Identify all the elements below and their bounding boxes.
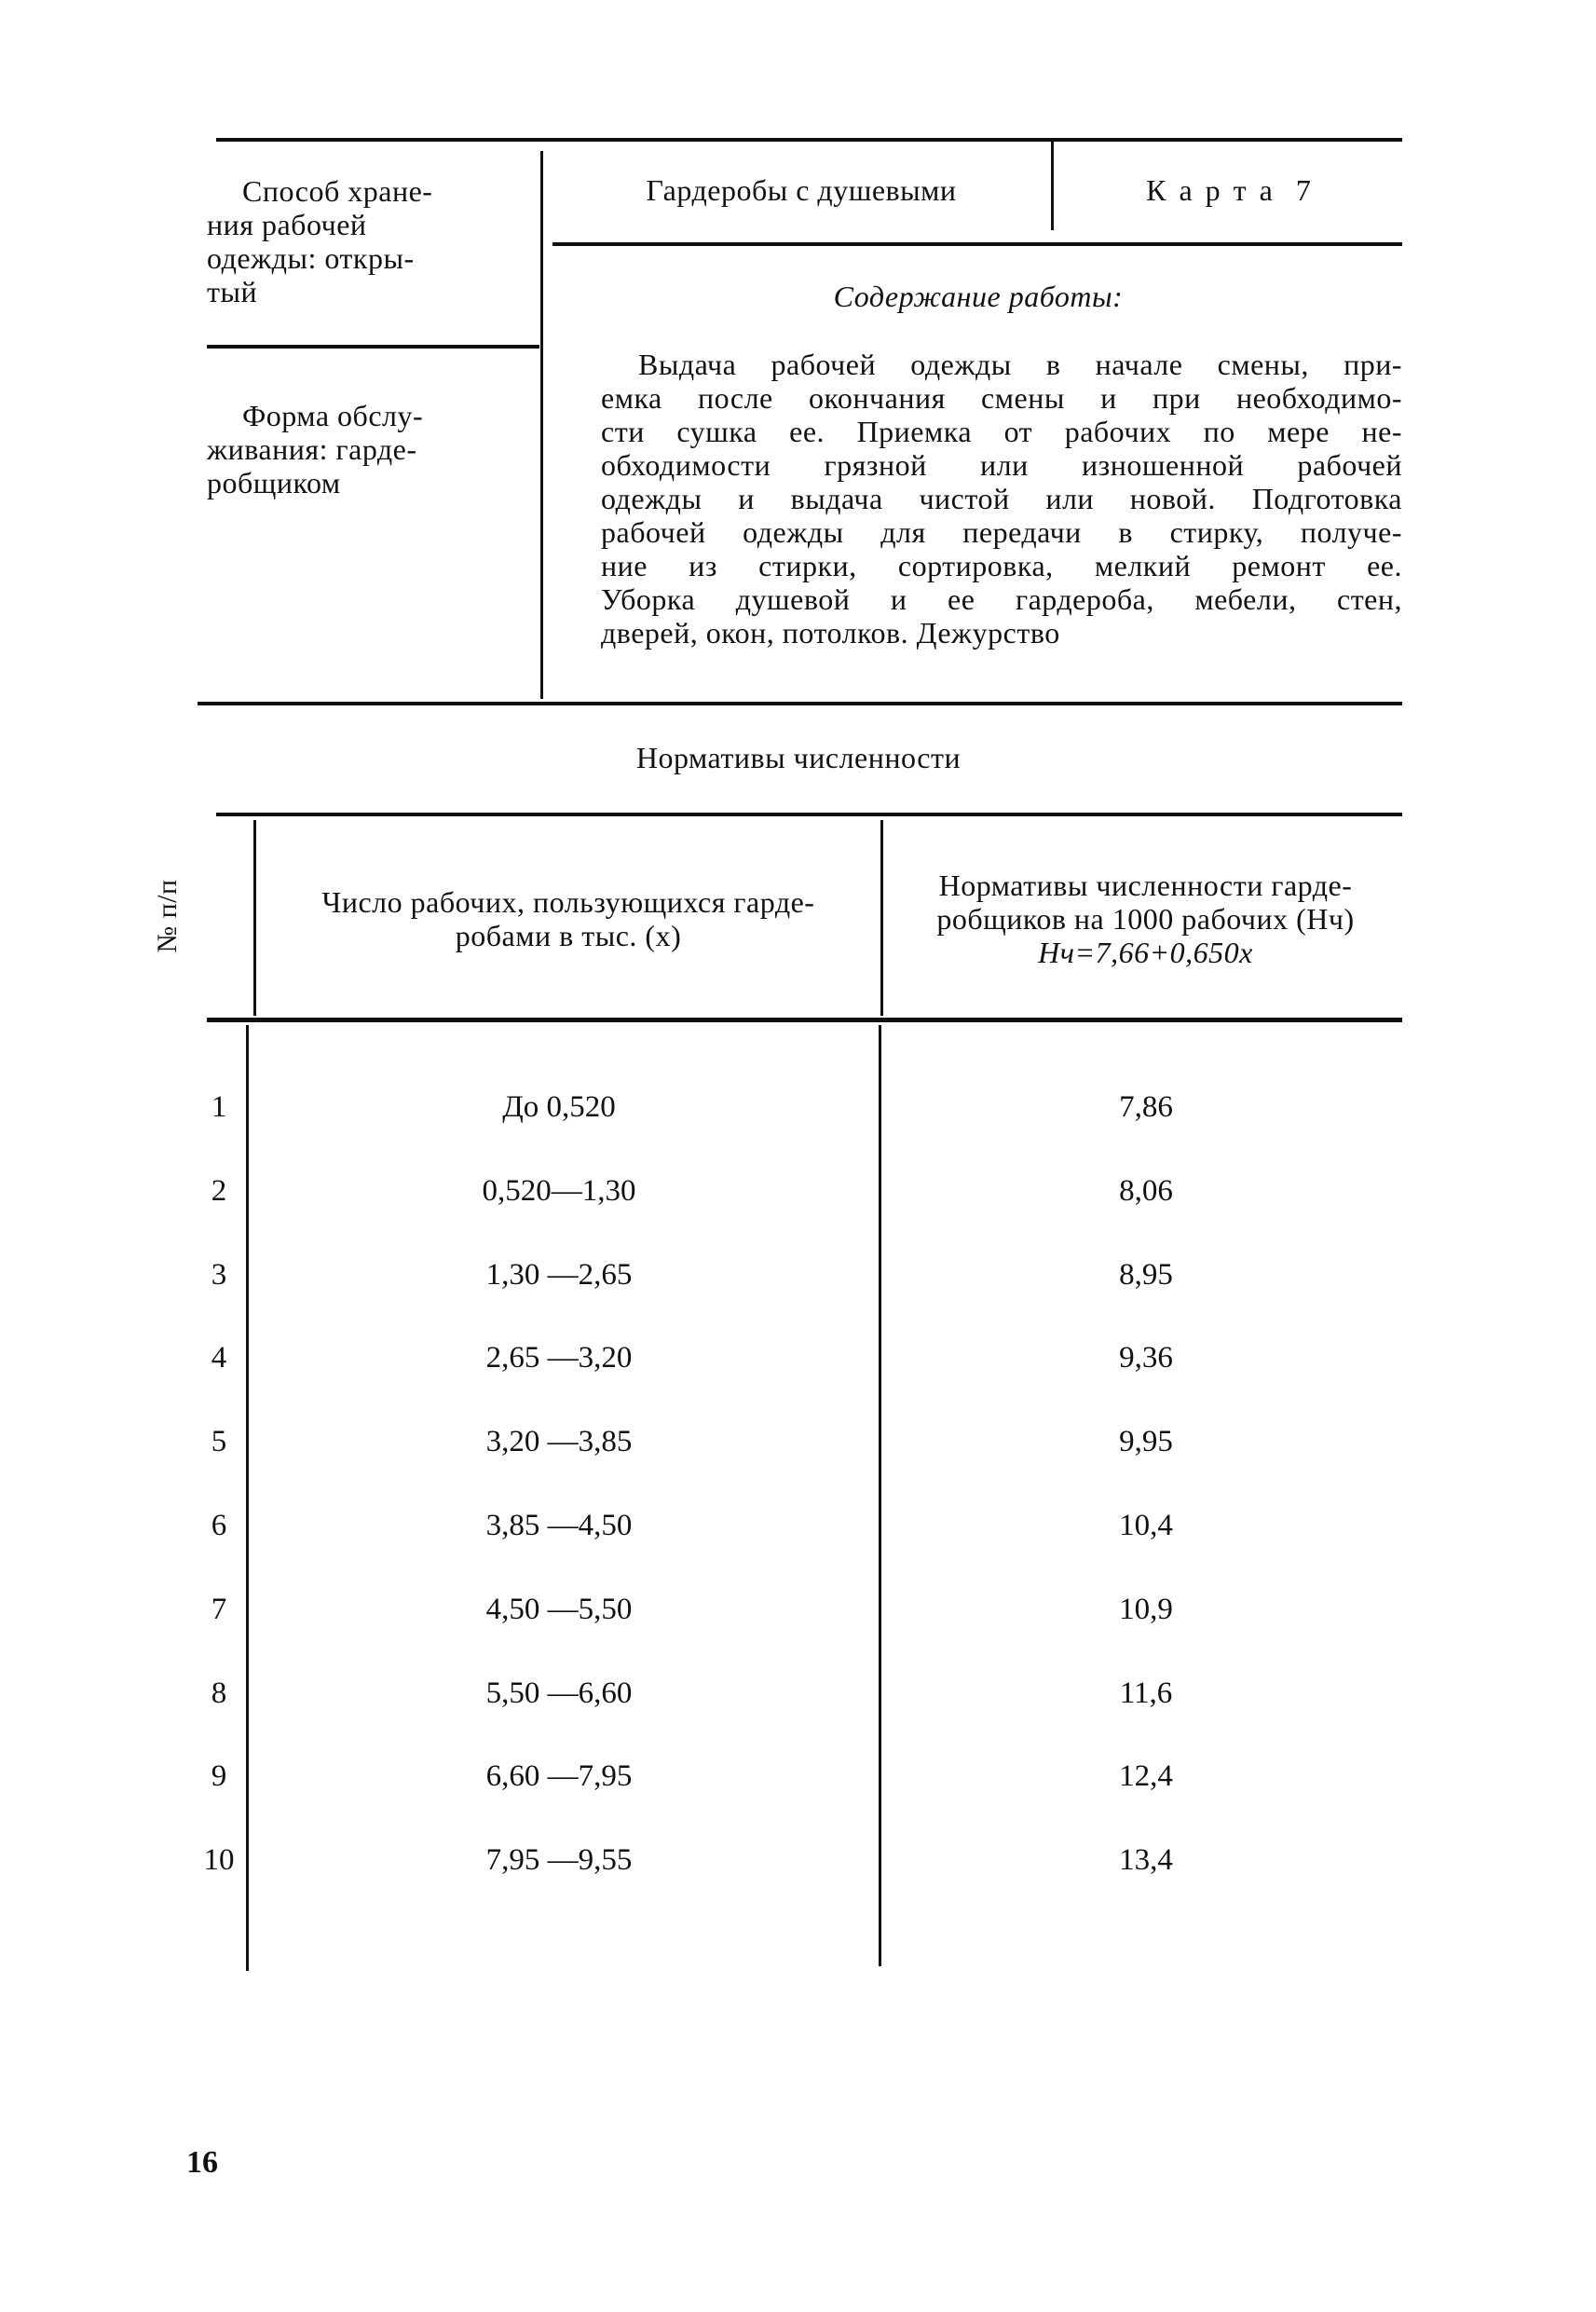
table-col-divider-2 [880,820,883,1016]
storage-line: одежды: откры- [207,241,415,275]
content-line: емка после окончания смены и при необходимо- [601,381,1402,415]
row-number: 5 [211,1425,227,1459]
storage-line: Способ хране- [242,174,433,208]
row-range: 5,50 —6,60 [485,1676,633,1710]
row-norm: 10,9 [1119,1592,1173,1626]
top-rule [216,138,1402,142]
table-top-rule [216,813,1402,816]
table-col-divider-1 [253,820,256,1016]
service-line: живания: гарде- [207,432,417,466]
row-norm: 12,4 [1119,1759,1173,1794]
row-norm: 7,86 [1119,1090,1173,1124]
header-workers [261,885,876,952]
row-number: 3 [211,1257,227,1292]
content-line: Выдача рабочей одежды в начале смены, при- [638,348,1402,381]
row-range: 4,50 —5,50 [485,1592,633,1626]
row-range: 2,65 —3,20 [485,1341,633,1375]
card-title: Гардеробы с душевыми [646,173,957,207]
content-line: ние из стирки, сортировка, мелкий ремонт ее. [601,549,1402,582]
card-bottom-rule [198,702,1402,705]
page-number: 16 [186,2145,218,2180]
header-norm-line: робщиков на 1000 рабочих (Hч) [936,902,1355,936]
header-workers-line: робами в тыс. (x) [455,919,682,952]
row-number: 6 [211,1509,227,1542]
row-range: 6,60 —7,95 [485,1759,633,1794]
table-header-rule [207,1018,1402,1022]
row-norm: 13,4 [1119,1843,1173,1878]
content-line: дверей, окон, потолков. Дежурство [601,616,1060,650]
header-workers-line: Число рабочих, пользующихся гарде- [321,885,815,919]
header-norm-line: Нормативы численности гарде- [938,869,1353,902]
content-line: Уборка душевой и ее гардероба, мебели, стен, [601,582,1402,616]
storage-method [207,174,486,308]
left-separator-rule [207,345,539,349]
content-line: обходимости грязной или изношенной рабочей [601,448,1402,482]
row-norm: 11,6 [1119,1676,1173,1710]
content-line: рабочей одежды для передачи в стирку, получе- [601,515,1402,549]
row-number: 7 [211,1592,227,1626]
storage-line: тый [207,275,258,308]
row-range: 1,30 —2,65 [485,1257,633,1292]
row-range: 3,20 —3,85 [485,1425,633,1459]
header-number: № п/п [152,879,183,953]
row-number: 1 [211,1090,227,1124]
row-norm: 10,4 [1119,1509,1173,1542]
row-range: 0,520—1,30 [482,1173,636,1208]
row-norm: 8,06 [1119,1173,1173,1208]
left-column-divider [540,151,543,699]
row-range: 3,85 —4,50 [485,1509,633,1542]
row-range: 7,95 —9,55 [485,1843,633,1878]
row-norm: 9,36 [1119,1341,1173,1375]
row-number: 10 [203,1843,235,1878]
service-line: Форма обслу- [242,399,424,432]
storage-line: ния рабочей [207,208,367,241]
row-norm: 8,95 [1119,1257,1173,1292]
header-rule [552,242,1402,246]
header-norm-formula: Hч=7,66+0,650x [1038,936,1253,969]
card-divider [1051,142,1054,230]
row-norm: 9,95 [1119,1425,1173,1459]
content-text [601,348,1402,650]
row-number: 8 [211,1676,227,1710]
card-label: К а р т а 7 [1146,173,1314,207]
norms-title: Нормативы численности [635,741,962,774]
table-body-divider-1 [246,1025,249,1971]
table-body-divider-2 [879,1025,881,1966]
service-line: робщиком [207,466,341,499]
header-norm [887,869,1404,969]
row-number: 2 [211,1173,227,1208]
service-form [207,399,486,499]
content-heading: Содержание работы: [833,280,1124,313]
content-line: одежды и выдача чистой или новой. Подготовка [601,482,1402,515]
row-number: 9 [211,1759,227,1794]
row-range: До 0,520 [502,1090,616,1124]
content-line: сти сушка ее. Приемка от рабочих по мере не- [601,415,1402,448]
row-number: 4 [211,1341,227,1375]
